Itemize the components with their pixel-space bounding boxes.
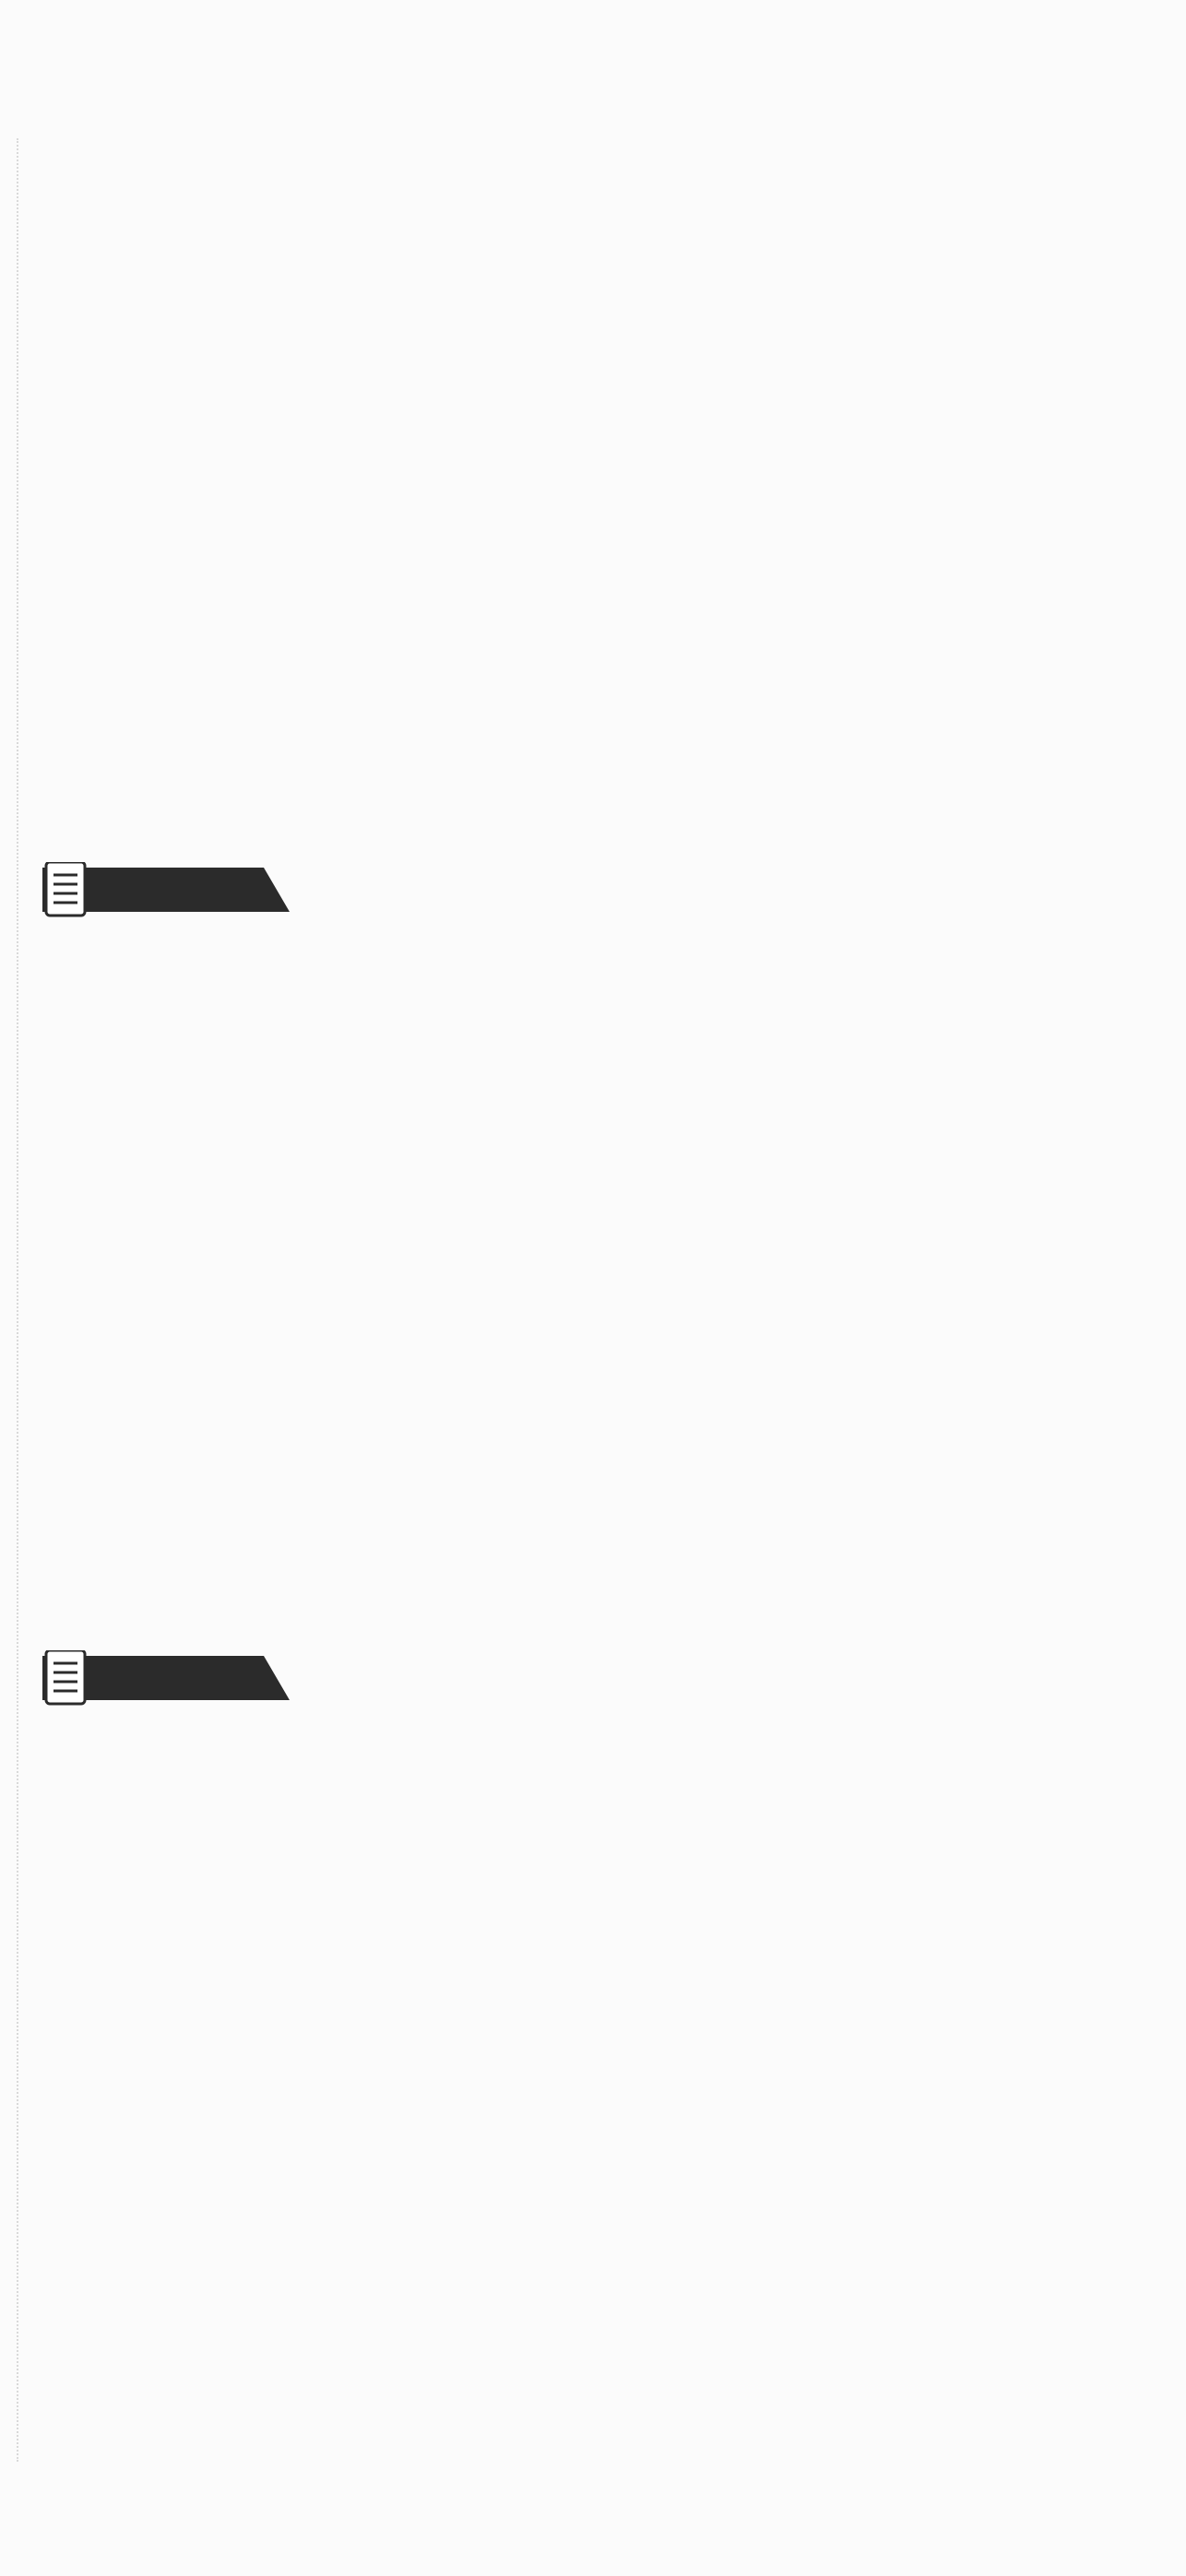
sub-item-1 [113,2071,1149,2138]
sentence-list-header [42,862,290,917]
definition-item [61,1869,1149,1936]
header-banner-shape-2 [42,1650,290,1706]
grammar-list-header [42,1650,290,1706]
sub-item-2 [113,2273,1149,2340]
header-banner-shape [42,862,290,917]
margin-dotted-line [17,138,18,2462]
